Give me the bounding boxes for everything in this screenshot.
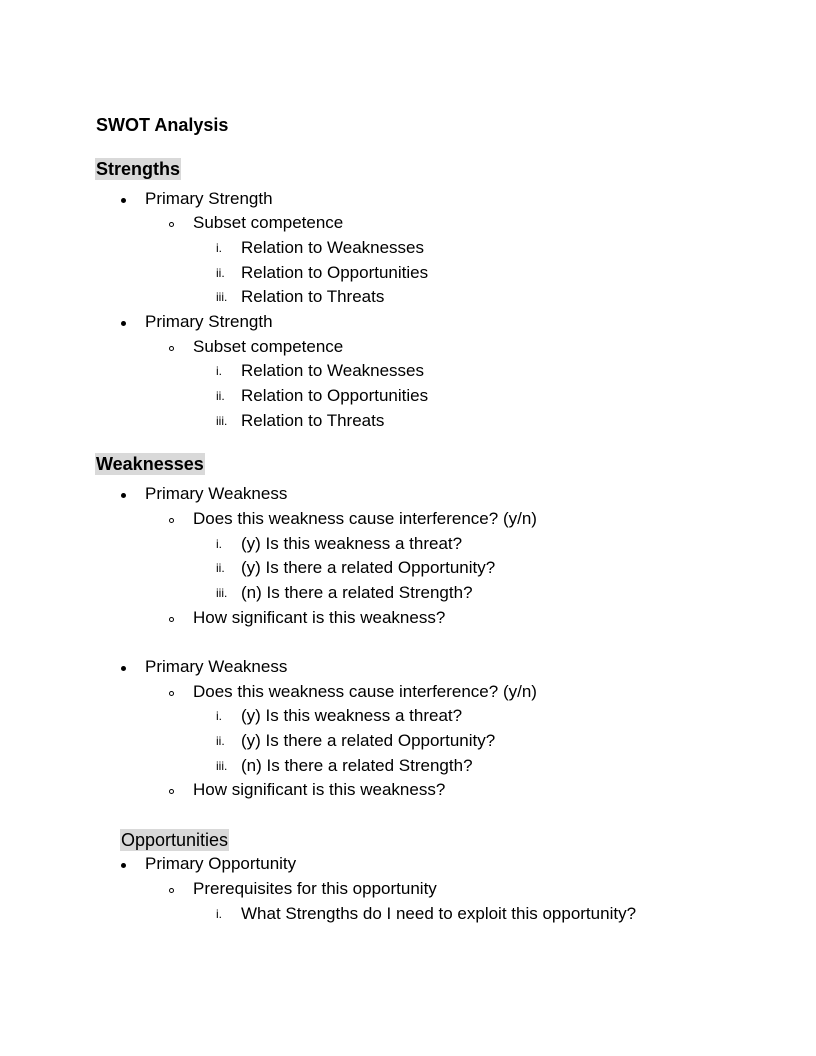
- roman-numeral: ii.: [216, 266, 225, 280]
- opportunity-item: Primary Opportunity: [145, 854, 297, 873]
- roman-numeral: i.: [216, 537, 222, 551]
- weakness-subquestion: (y) Is there a related Opportunity?: [241, 731, 496, 750]
- bullet-circle-icon: [169, 346, 174, 351]
- roman-numeral: i.: [216, 709, 222, 723]
- weakness-item: Primary Weakness: [145, 657, 288, 676]
- strength-item: Primary Strength: [145, 312, 273, 331]
- roman-numeral: iii.: [216, 759, 228, 773]
- bullet-dot-icon: [121, 666, 126, 671]
- strength-relation: Relation to Weaknesses: [241, 361, 425, 380]
- roman-numeral: i.: [216, 364, 222, 378]
- weakness-subquestion: (y) Is this weakness a threat?: [241, 534, 463, 553]
- bullet-circle-icon: [169, 789, 174, 794]
- opportunities-heading: Opportunities: [121, 830, 229, 850]
- strength-item: Primary Strength: [145, 189, 273, 208]
- weakness-question: Does this weakness cause interference? (y/n): [193, 682, 537, 701]
- weaknesses-heading: Weaknesses: [96, 454, 204, 474]
- strength-relation: Relation to Weaknesses: [241, 238, 425, 257]
- weakness-subquestion: (n) Is there a related Strength?: [241, 756, 473, 775]
- strength-relation: Relation to Threats: [241, 411, 385, 430]
- document-title: SWOT Analysis: [96, 115, 229, 135]
- roman-numeral: ii.: [216, 734, 225, 748]
- strengths-heading: Strengths: [96, 159, 181, 179]
- roman-numeral: i.: [216, 241, 222, 255]
- bullet-circle-icon: [169, 617, 174, 622]
- weakness-question: How significant is this weakness?: [193, 608, 446, 627]
- roman-numeral: i.: [216, 907, 222, 921]
- weakness-question: Does this weakness cause interference? (y/n): [193, 509, 537, 528]
- roman-numeral: iii.: [216, 290, 228, 304]
- weakness-question: How significant is this weakness?: [193, 780, 446, 799]
- bullet-dot-icon: [121, 321, 126, 326]
- bullet-circle-icon: [169, 888, 174, 893]
- roman-numeral: ii.: [216, 389, 225, 403]
- strength-relation: Relation to Threats: [241, 287, 385, 306]
- strength-subset: Subset competence: [193, 337, 344, 356]
- roman-numeral: iii.: [216, 586, 228, 600]
- bullet-dot-icon: [121, 493, 126, 498]
- bullet-circle-icon: [169, 518, 174, 523]
- bullet-circle-icon: [169, 691, 174, 696]
- opportunity-question: What Strengths do I need to exploit this opportunity?: [241, 904, 637, 923]
- bullet-circle-icon: [169, 222, 174, 227]
- bullet-dot-icon: [121, 863, 126, 868]
- weakness-item: Primary Weakness: [145, 484, 288, 503]
- strength-relation: Relation to Opportunities: [241, 386, 429, 405]
- opportunity-prerequisites: Prerequisites for this opportunity: [193, 879, 437, 898]
- weakness-subquestion: (y) Is there a related Opportunity?: [241, 558, 496, 577]
- weakness-subquestion: (y) Is this weakness a threat?: [241, 706, 463, 725]
- weakness-subquestion: (n) Is there a related Strength?: [241, 583, 473, 602]
- strength-subset: Subset competence: [193, 213, 344, 232]
- strength-relation: Relation to Opportunities: [241, 263, 429, 282]
- roman-numeral: ii.: [216, 561, 225, 575]
- roman-numeral: iii.: [216, 414, 228, 428]
- bullet-dot-icon: [121, 198, 126, 203]
